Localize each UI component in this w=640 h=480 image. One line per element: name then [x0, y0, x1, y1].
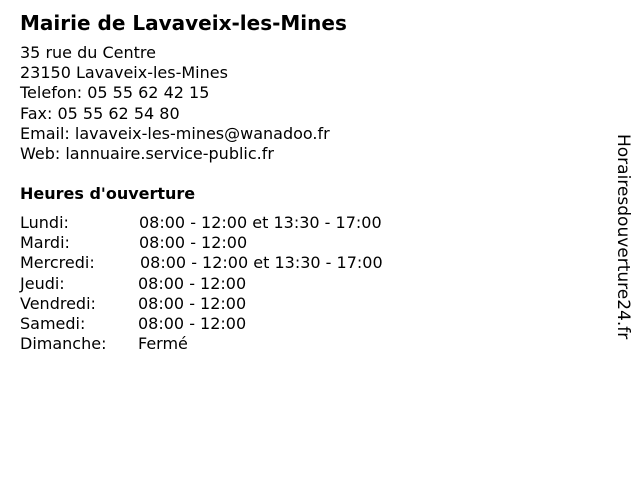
day-label: Jeudi: — [20, 273, 65, 293]
site-watermark: Horairesdouverture24.fr — [613, 134, 633, 340]
fax-line: Fax: 05 55 62 54 80 — [20, 103, 180, 123]
day-label: Samedi: — [20, 313, 86, 333]
time-value: 08:00 - 12:00 et 13:30 - 17:00 — [139, 213, 382, 232]
time-value: Fermé — [138, 334, 188, 354]
phone-line: Telefon: 05 55 62 42 15 — [20, 83, 210, 103]
web-line: Web: lannuaire.service-public.fr — [20, 143, 274, 163]
day-label: Vendredi: — [20, 293, 96, 313]
address-city: 23150 Lavaveix-les-Mines — [20, 63, 228, 83]
hours-heading: Heures d'ouverture — [20, 184, 196, 203]
day-label: Mercredi: — [20, 253, 95, 273]
time-value: 08:00 - 12:00 — [138, 293, 247, 313]
day-label: Dimanche: — [20, 334, 107, 354]
day-label: Lundi: — [20, 213, 69, 232]
address-street: 35 rue du Centre — [20, 43, 156, 62]
contact-info — [20, 43, 330, 164]
time-value: 08:00 - 12:00 — [138, 273, 247, 293]
email-line: Email: lavaveix-les-mines@wanadoo.fr — [20, 123, 330, 143]
day-label: Mardi: — [20, 233, 70, 253]
time-value: 08:00 - 12:00 et 13:30 - 17:00 — [140, 253, 383, 273]
time-value: 08:00 - 12:00 — [139, 233, 248, 253]
page-title: Mairie de Lavaveix-les-Mines — [20, 11, 347, 35]
time-value: 08:00 - 12:00 — [138, 313, 247, 333]
